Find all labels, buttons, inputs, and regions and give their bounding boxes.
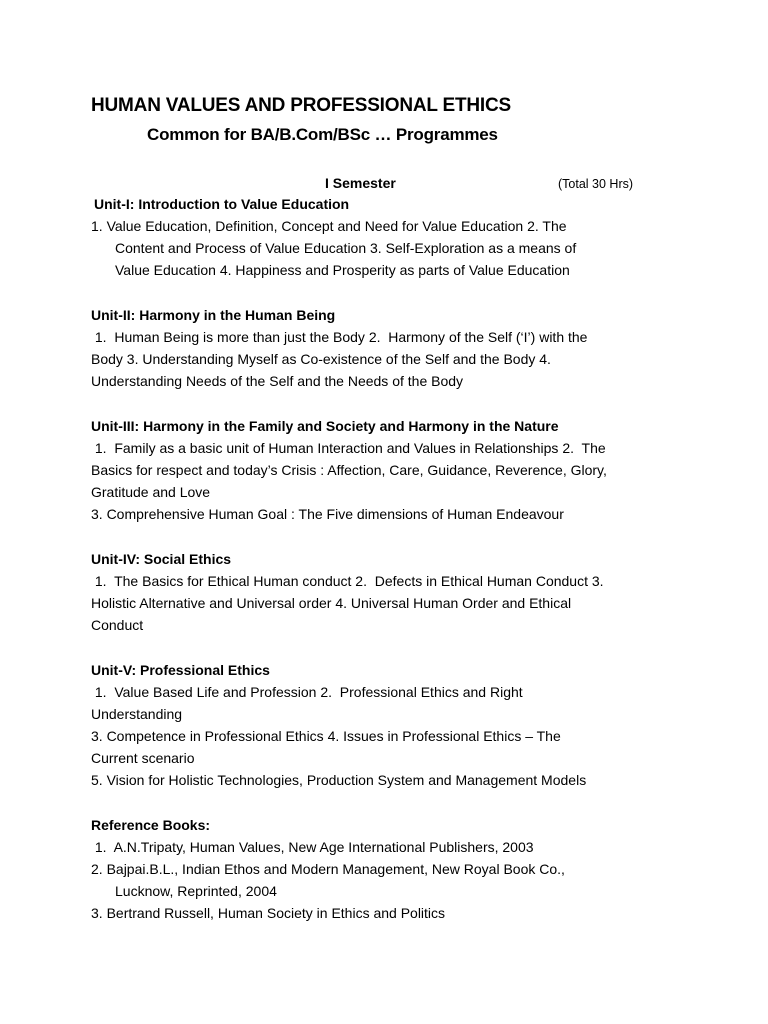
reference-book-line: Lucknow, Reprinted, 2004 — [115, 883, 277, 899]
unit-1-section — [91, 193, 691, 281]
unit-5-line: 5. Vision for Holistic Technologies, Production System and Management Models — [91, 772, 587, 788]
reference-books-heading: Reference Books: — [91, 817, 211, 833]
unit-5-line: Current scenario — [91, 750, 195, 766]
unit-5-line: Understanding — [91, 706, 183, 722]
unit-3-line: Gratitude and Love — [91, 484, 211, 500]
reference-books-section — [91, 814, 691, 924]
reference-book-line: 2. Bajpai.B.L., Indian Ethos and Modern Management, New Royal Book Co., — [91, 861, 565, 877]
unit-2-heading: Unit-II: Harmony in the Human Being — [91, 307, 336, 323]
unit-3-line: 3. Comprehensive Human Goal : The Five dimensions of Human Endeavour — [91, 506, 564, 522]
unit-4-section — [91, 548, 691, 636]
unit-3-line: 1. Family as a basic unit of Human Interaction and Values in Relationships 2. The — [91, 440, 606, 456]
unit-4-line: Holistic Alternative and Universal order 4. Universal Human Order and Ethical — [91, 595, 572, 611]
document-title: HUMAN VALUES AND PROFESSIONAL ETHICS — [91, 95, 511, 116]
unit-1-line: Content and Process of Value Education 3. Self-Exploration as a means of — [115, 240, 577, 256]
unit-3-section — [91, 415, 691, 525]
unit-5-heading: Unit-V: Professional Ethics — [91, 662, 270, 678]
unit-5-line: 3. Competence in Professional Ethics 4. Issues in Professional Ethics – The — [91, 728, 561, 744]
unit-2-line: 1. Human Being is more than just the Body 2. Harmony of the Self (‘I’) with the — [91, 329, 588, 345]
unit-2-section — [91, 304, 691, 392]
unit-4-line: 1. The Basics for Ethical Human conduct 2. Defects in Ethical Human Conduct 3. — [91, 573, 604, 589]
unit-5-section — [91, 659, 691, 791]
reference-book-line: 3. Bertrand Russell, Human Society in Ethics and Politics — [91, 905, 446, 921]
reference-book-line: 1. A.N.Tripaty, Human Values, New Age International Publishers, 2003 — [91, 839, 534, 855]
document-subtitle: Common for BA/B.Com/BSc … Programmes — [147, 125, 498, 144]
unit-3-heading: Unit-III: Harmony in the Family and Society and Harmony in the Nature — [91, 418, 559, 434]
unit-1-heading: Unit-I: Introduction to Value Education — [94, 196, 350, 212]
unit-2-line: Understanding Needs of the Self and the Needs of the Body — [91, 373, 464, 389]
unit-1-line: 1. Value Education, Definition, Concept and Need for Value Education 2. The — [91, 218, 567, 234]
total-hours-label: (Total 30 Hrs) — [558, 177, 634, 191]
unit-4-line: Conduct — [91, 617, 144, 633]
unit-5-line: 1. Value Based Life and Profession 2. Professional Ethics and Right — [91, 684, 523, 700]
semester-label: I Semester — [325, 175, 396, 191]
unit-2-line: Body 3. Understanding Myself as Co-existence of the Self and the Body 4. — [91, 351, 551, 367]
unit-4-heading: Unit-IV: Social Ethics — [91, 551, 232, 567]
unit-1-line: Value Education 4. Happiness and Prosperity as parts of Value Education — [115, 262, 570, 278]
unit-3-line: Basics for respect and today’s Crisis : Affection, Care, Guidance, Reverence, Glory, — [91, 462, 607, 478]
